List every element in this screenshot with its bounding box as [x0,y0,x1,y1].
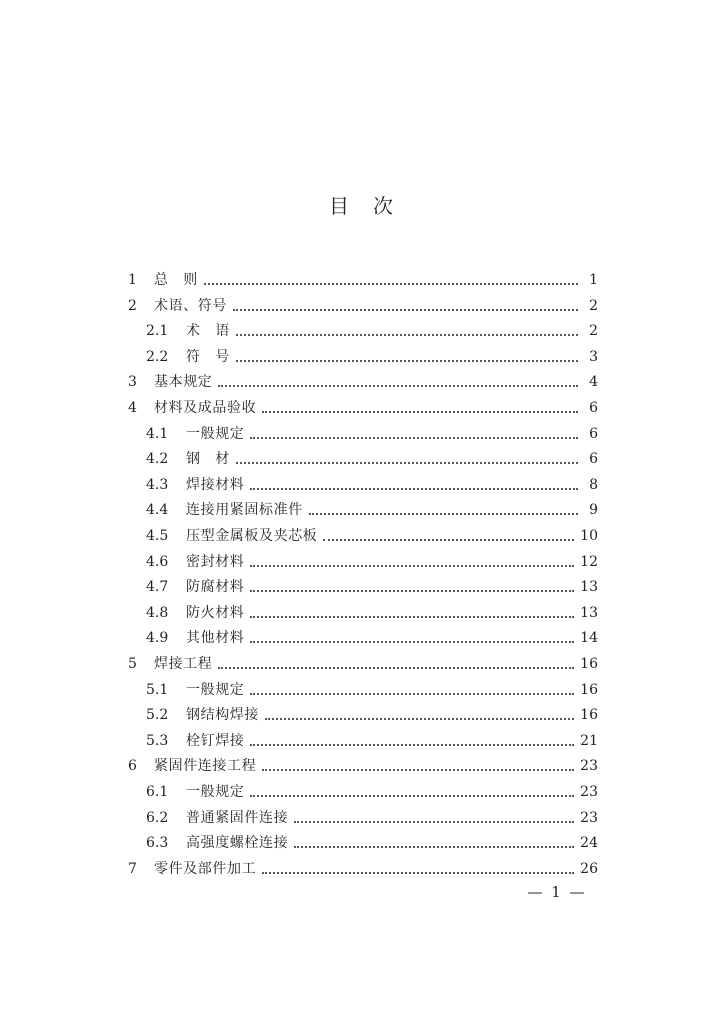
toc-leader-dots [265,718,574,720]
toc-leader-dots [262,411,578,413]
toc-entry [146,806,598,831]
toc-entry-title: 紧固件连接工程 [154,758,257,774]
toc-leader-dots [250,437,578,439]
toc-entry-number: 7 [128,861,137,877]
toc-entry-number: 4.7 [146,579,169,595]
toc-entry-number: 4.1 [146,426,169,442]
toc-entry-page: 16 [580,682,598,698]
page-number: — 1 — [527,883,587,901]
toc-entry-page: 26 [580,861,598,877]
toc-entry-title: 连接用紧固标准件 [186,502,303,518]
toc-entry-title: 总 则 [154,272,198,288]
toc-leader-dots [218,667,574,669]
toc-entry-number: 2.1 [146,323,169,339]
toc-entry-number: 4.5 [146,528,169,544]
toc-entry-title: 压型金属板及夹芯板 [186,528,318,544]
toc-leader-dots [233,309,578,311]
toc-entry-number: 1 [128,272,137,288]
toc-entry [146,601,598,626]
toc-leader-dots [262,872,574,874]
toc-leader-dots [236,462,578,464]
toc-leader-dots [294,846,574,848]
toc-entry-number: 2.2 [146,349,169,365]
toc-entry [146,498,598,523]
toc-entry-page: 21 [580,733,598,749]
toc-leader-dots [236,334,578,336]
toc-leader-dots [250,641,574,643]
toc-entry [146,831,598,856]
toc-entry-title: 零件及部件加工 [154,861,257,877]
toc-entry-page: 10 [580,528,598,544]
toc-entry-number: 6.2 [146,810,169,826]
toc-leader-dots [294,821,574,823]
toc-entry [146,550,598,575]
toc-entry-number: 4.4 [146,502,169,518]
toc-leader-dots [218,385,578,387]
toc-entry-page: 23 [580,758,598,774]
toc-entry [146,729,598,754]
toc-entry-page: 16 [580,707,598,723]
toc-leader-dots [323,539,574,541]
toc-entry [146,319,598,344]
page-title: 目 次 [329,194,395,218]
toc-entry-page: 6 [589,426,598,442]
toc-entry-number: 3 [128,374,137,390]
toc-entry-number: 4 [128,400,137,416]
toc-entry-title: 材料及成品验收 [154,400,257,416]
toc-entry [128,370,598,395]
toc-leader-dots [250,744,574,746]
toc-entry-title: 符 号 [186,349,230,365]
toc-leader-dots [262,769,574,771]
toc-leader-dots [250,795,574,797]
toc-entry-page: 23 [580,810,598,826]
toc-entry [146,575,598,600]
toc-entry-title: 一般规定 [186,784,245,800]
toc-entry-title: 一般规定 [186,426,245,442]
toc-entry [146,345,598,370]
toc-entry-title: 密封材料 [186,554,245,570]
toc-entry-title: 术 语 [186,323,230,339]
toc-entry-title: 其他材料 [186,630,245,646]
toc-entry [128,754,598,779]
toc-leader-dots [250,488,578,490]
toc-entry-title: 栓钉焊接 [186,733,245,749]
toc-entry-title: 焊接工程 [154,656,213,672]
toc-entry [146,447,598,472]
toc-entry-page: 2 [589,323,598,339]
toc-entry [146,422,598,447]
toc-entry-page: 16 [580,656,598,672]
toc-entry-number: 4.9 [146,630,169,646]
toc-entry-number: 5.1 [146,682,169,698]
toc-entry-page: 8 [589,477,598,493]
toc-entry-page: 13 [580,605,598,621]
toc-entry-page: 13 [580,579,598,595]
toc-leader-dots [250,565,574,567]
toc-entry-number: 6.3 [146,835,169,851]
toc-entry-page: 1 [589,272,598,288]
toc-entry-page: 23 [580,784,598,800]
toc-entry-number: 5 [128,656,137,672]
toc-entry-page: 24 [580,835,598,851]
toc-entry-number: 6 [128,758,137,774]
toc-entry [128,857,598,882]
toc-entry-title: 高强度螺栓连接 [186,835,289,851]
toc-entry-number: 4.6 [146,554,169,570]
toc-entry-title: 普通紧固件连接 [186,810,289,826]
toc-entry-number: 4.3 [146,477,169,493]
toc-entry-title: 钢 材 [186,451,230,467]
toc-entry [146,780,598,805]
toc-entry [146,703,598,728]
toc-entry-page: 14 [580,630,598,646]
toc-entry-number: 5.3 [146,733,169,749]
toc-entry-page: 9 [589,502,598,518]
toc-entry-title: 一般规定 [186,682,245,698]
toc-entry-title: 防腐材料 [186,579,245,595]
toc-entry-title: 焊接材料 [186,477,245,493]
toc-entry-title: 基本规定 [154,374,213,390]
toc-entry-number: 2 [128,298,137,314]
toc-entry-title: 防火材料 [186,605,245,621]
toc-leader-dots [250,693,574,695]
toc-entry-number: 5.2 [146,707,169,723]
toc-entry-number: 6.1 [146,784,169,800]
toc-entry-title: 钢结构焊接 [186,707,259,723]
toc-leader-dots [309,513,578,515]
toc-leader-dots [250,590,574,592]
toc-entry-title: 术语、符号 [154,298,227,314]
toc-entry-number: 4.8 [146,605,169,621]
toc-entry [146,678,598,703]
toc-entry-page: 2 [589,298,598,314]
toc-entry [128,268,598,293]
toc-entry [128,652,598,677]
toc-entry-page: 6 [589,400,598,416]
toc-entry [146,524,598,549]
toc-entry [146,473,598,498]
toc-leader-dots [250,616,574,618]
toc-entry-number: 4.2 [146,451,169,467]
toc-leader-dots [236,360,578,362]
toc-entry-page: 3 [589,349,598,365]
toc-entry [146,626,598,651]
toc-entry [128,294,598,319]
toc-leader-dots [204,283,578,285]
toc-entry-page: 4 [589,374,598,390]
toc-entry-page: 12 [580,554,598,570]
toc-entry-page: 6 [589,451,598,467]
toc-entry [128,396,598,421]
